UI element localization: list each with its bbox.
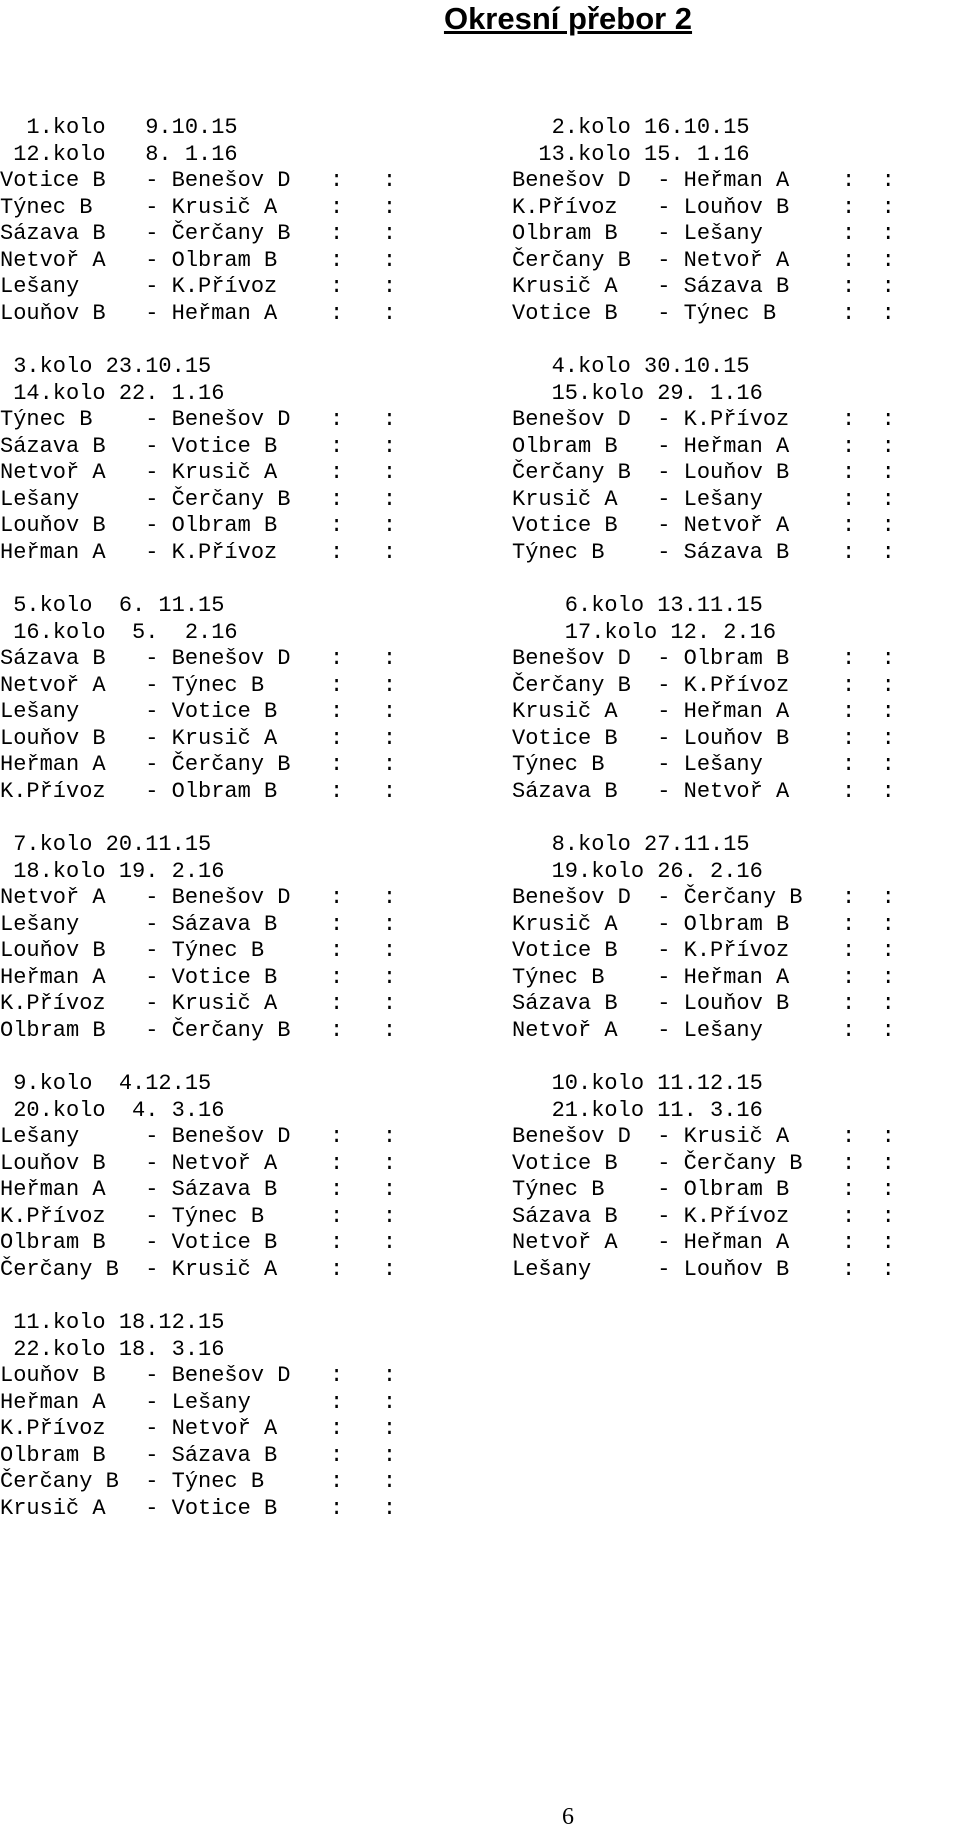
- match-row: Benešov D - Heřman A : :: [512, 168, 895, 193]
- match-row: K.Přívoz - Louňov B : :: [512, 194, 895, 220]
- match-row: Heřman A - Lešany : :: [0, 1389, 397, 1415]
- match-row: Louňov B - Netvoř A : :: [0, 1150, 397, 1176]
- round-9: [0, 1071, 512, 1283]
- match-row: Votice B - Netvoř A : :: [512, 513, 895, 538]
- match-row: Čerčany B - Netvoř A : :: [512, 247, 895, 273]
- round-2: [512, 115, 960, 327]
- match-row: Votice B - Louňov B : :: [512, 725, 895, 751]
- round-header: 3.kolo 23.10.15: [0, 354, 212, 379]
- round-header: 6.kolo 13.11.15: [512, 593, 763, 618]
- match-row: Votice B - Týnec B : :: [512, 300, 895, 326]
- round-header-return: 16.kolo 5. 2.16: [0, 619, 238, 645]
- round-header: 10.kolo 11.12.15: [512, 1071, 763, 1096]
- round-pair-2: [0, 354, 960, 566]
- match-row: Louňov B - Krusič A : :: [0, 725, 397, 751]
- match-row: Lešany - Votice B : :: [0, 699, 397, 724]
- round-header: 9.kolo 4.12.15: [0, 1071, 212, 1096]
- match-row: Lešany - Benešov D : :: [0, 1124, 397, 1149]
- match-row: Krusič A - Heřman A : :: [512, 699, 895, 724]
- round-header: 5.kolo 6. 11.15: [0, 593, 225, 618]
- match-row: Olbram B - Sázava B : :: [0, 1442, 397, 1468]
- match-row: Lešany - Louňov B : :: [512, 1256, 895, 1282]
- round-5: [0, 593, 512, 805]
- round-header: 2.kolo 16.10.15: [512, 115, 750, 140]
- match-row: Týnec B - Heřman A : :: [512, 964, 895, 990]
- match-row: Olbram B - Čerčany B : :: [0, 1017, 397, 1043]
- match-row: Olbram B - Lešany : :: [512, 221, 895, 246]
- round-header: 7.kolo 20.11.15: [0, 832, 212, 857]
- round-header-return: 14.kolo 22. 1.16: [0, 380, 225, 406]
- round-4: [512, 354, 960, 566]
- schedule: [0, 115, 960, 1549]
- match-row: Lešany - Sázava B : :: [0, 911, 397, 937]
- round-1: [0, 115, 512, 327]
- match-row: Krusič A - Lešany : :: [512, 486, 895, 512]
- round-11: [0, 1310, 512, 1522]
- match-row: Netvoř A - Benešov D : :: [0, 885, 397, 910]
- match-row: Krusič A - Votice B : :: [0, 1495, 397, 1521]
- round-header: 11.kolo 18.12.15: [0, 1310, 225, 1335]
- page-number: 6: [562, 1804, 574, 1830]
- round-header-return: 21.kolo 11. 3.16: [512, 1097, 763, 1123]
- match-row: Netvoř A - Týnec B : :: [0, 672, 397, 698]
- match-row: Netvoř A - Heřman A : :: [512, 1230, 895, 1255]
- match-row: Sázava B - Netvoř A : :: [512, 778, 895, 804]
- match-row: Olbram B - Votice B : :: [0, 1230, 397, 1255]
- round-header-return: 22.kolo 18. 3.16: [0, 1336, 225, 1362]
- match-row: Netvoř A - Krusič A : :: [0, 460, 397, 485]
- round-header: 4.kolo 30.10.15: [512, 354, 750, 379]
- match-row: Benešov D - Olbram B : :: [512, 646, 895, 671]
- match-row: Sázava B - Benešov D : :: [0, 646, 397, 671]
- match-row: Heřman A - Sázava B : :: [0, 1177, 397, 1202]
- match-row: Netvoř A - Olbram B : :: [0, 247, 397, 273]
- round-7: [0, 832, 512, 1044]
- match-row: Votice B - Benešov D : :: [0, 168, 397, 193]
- match-row: Krusič A - Sázava B : :: [512, 274, 895, 299]
- match-row: Týnec B - Olbram B : :: [512, 1177, 895, 1202]
- match-row: Votice B - Čerčany B : :: [512, 1150, 895, 1176]
- match-row: Čerčany B - K.Přívoz : :: [512, 672, 895, 698]
- round-10: [512, 1071, 960, 1283]
- match-row: Benešov D - Čerčany B : :: [512, 885, 895, 910]
- round-header-return: 17.kolo 12. 2.16: [512, 619, 777, 645]
- match-row: K.Přívoz - Netvoř A : :: [0, 1416, 397, 1441]
- round-pair-4: [0, 832, 960, 1044]
- match-row: Krusič A - Olbram B : :: [512, 911, 895, 937]
- match-row: Louňov B - Benešov D : :: [0, 1363, 397, 1388]
- round-header: 1.kolo 9.10.15: [0, 115, 238, 140]
- match-row: Sázava B - Votice B : :: [0, 433, 397, 459]
- round-pair-6: [0, 1310, 960, 1522]
- match-row: Votice B - K.Přívoz : :: [512, 938, 895, 963]
- match-row: K.Přívoz - Krusič A : :: [0, 991, 397, 1016]
- round-header-return: 12.kolo 8. 1.16: [0, 141, 238, 167]
- match-row: Týnec B - Lešany : :: [512, 752, 895, 777]
- match-row: Týnec B - Sázava B : :: [512, 539, 895, 565]
- match-row: Týnec B - Benešov D : :: [0, 407, 397, 432]
- match-row: K.Přívoz - Olbram B : :: [0, 778, 397, 804]
- round-header-return: 15.kolo 29. 1.16: [512, 380, 763, 406]
- round-header-return: 19.kolo 26. 2.16: [512, 858, 763, 884]
- match-row: Lešany - K.Přívoz : :: [0, 274, 397, 299]
- match-row: Louňov B - Olbram B : :: [0, 513, 397, 538]
- document-title: Okresní přebor 2: [443, 1, 693, 36]
- match-row: Heřman A - Votice B : :: [0, 964, 397, 990]
- match-row: Lešany - Čerčany B : :: [0, 486, 397, 512]
- round-pair-5: [0, 1071, 960, 1283]
- match-row: Benešov D - Krusič A : :: [512, 1124, 895, 1149]
- round-header-return: 20.kolo 4. 3.16: [0, 1097, 225, 1123]
- round-header-return: 18.kolo 19. 2.16: [0, 858, 225, 884]
- match-row: Netvoř A - Lešany : :: [512, 1017, 895, 1043]
- match-row: Olbram B - Heřman A : :: [512, 433, 895, 459]
- match-row: Čerčany B - Krusič A : :: [0, 1256, 397, 1282]
- match-row: K.Přívoz - Týnec B : :: [0, 1203, 397, 1229]
- round-8: [512, 832, 960, 1044]
- round-pair-3: [0, 593, 960, 805]
- match-row: Louňov B - Týnec B : :: [0, 938, 397, 963]
- match-row: Louňov B - Heřman A : :: [0, 300, 397, 326]
- match-row: Benešov D - K.Přívoz : :: [512, 407, 895, 432]
- match-row: Čerčany B - Louňov B : :: [512, 460, 895, 485]
- match-row: Čerčany B - Týnec B : :: [0, 1469, 397, 1494]
- match-row: Týnec B - Krusič A : :: [0, 194, 397, 220]
- match-row: Sázava B - K.Přívoz : :: [512, 1203, 895, 1229]
- match-row: Heřman A - K.Přívoz : :: [0, 539, 397, 565]
- round-header-return: 13.kolo 15. 1.16: [512, 141, 750, 167]
- round-header: 8.kolo 27.11.15: [512, 832, 750, 857]
- match-row: Sázava B - Čerčany B : :: [0, 221, 397, 246]
- round-pair-1: [0, 115, 960, 327]
- round-3: [0, 354, 512, 566]
- round-6: [512, 593, 960, 805]
- match-row: Sázava B - Louňov B : :: [512, 991, 895, 1016]
- match-row: Heřman A - Čerčany B : :: [0, 752, 397, 777]
